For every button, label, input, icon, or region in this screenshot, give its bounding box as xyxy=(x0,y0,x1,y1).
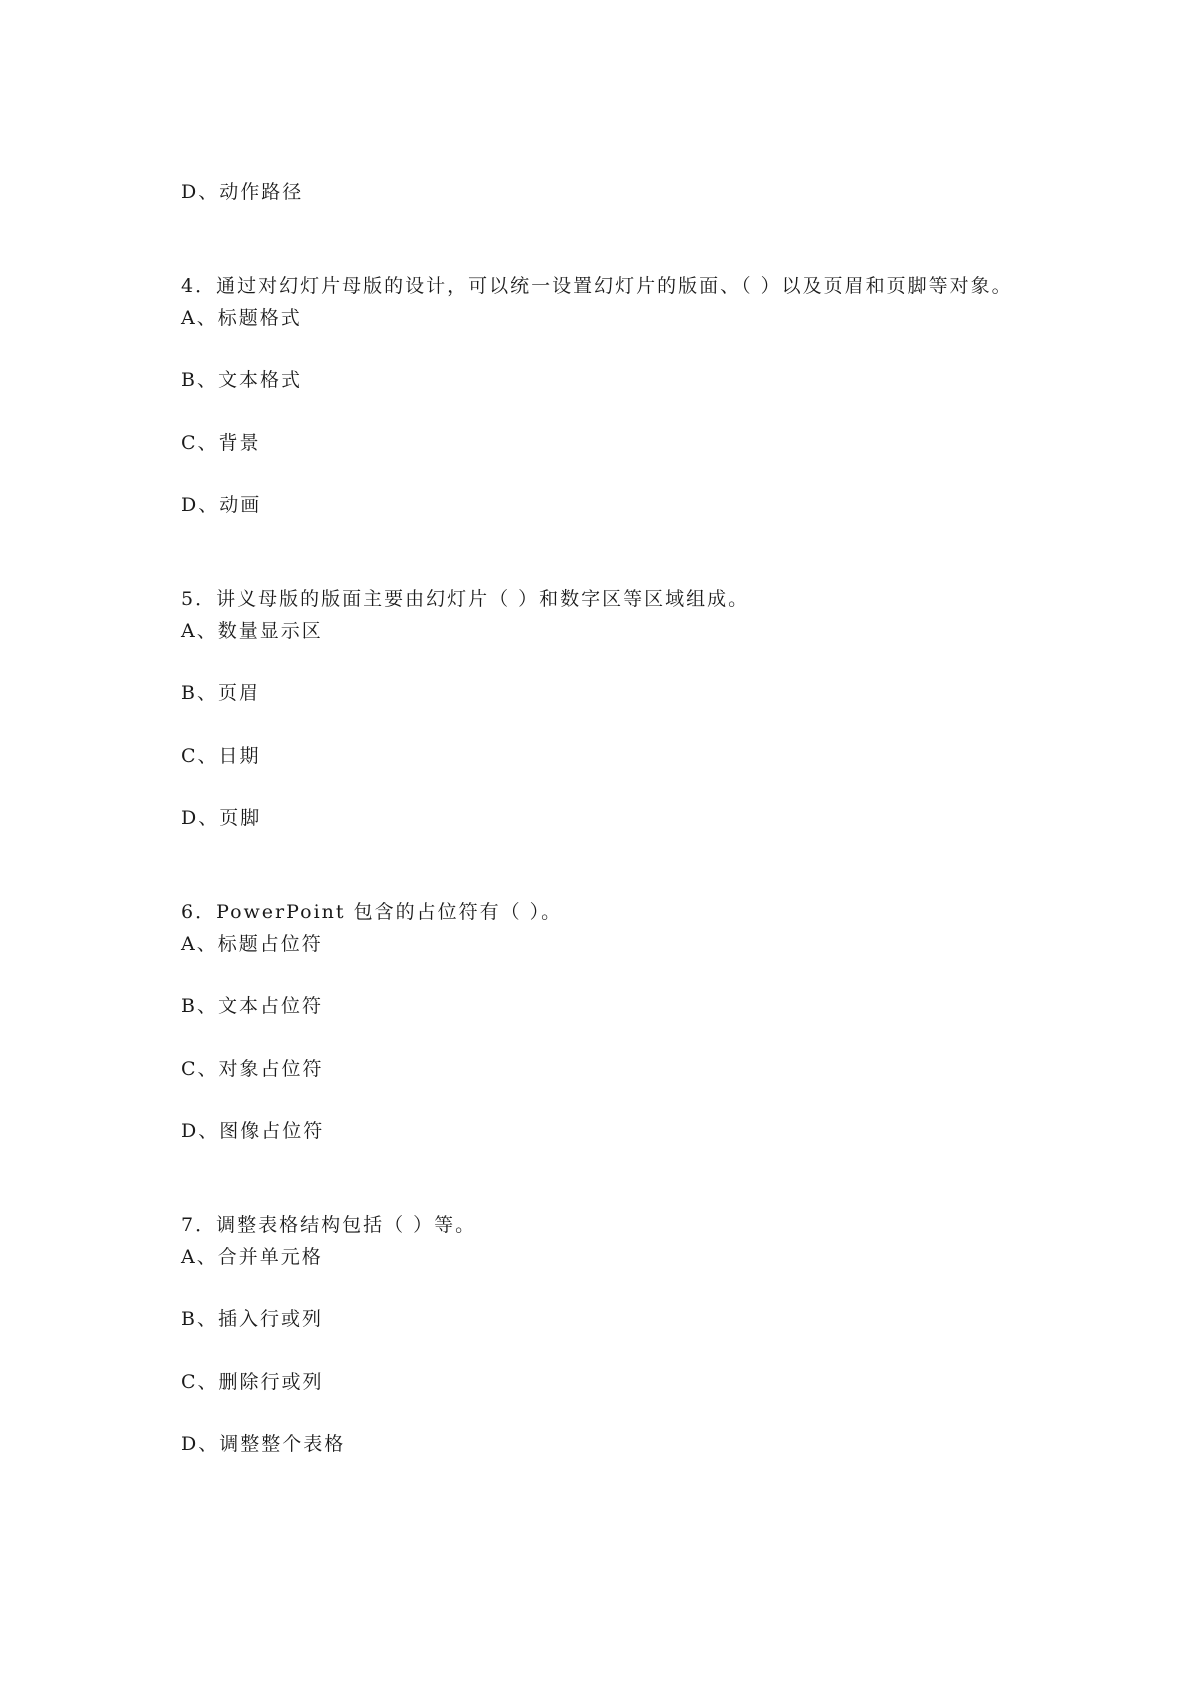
question-5-option-c: C、日期 xyxy=(181,745,261,767)
question-6-option-d: D、图像占位符 xyxy=(181,1120,325,1142)
prev-question-option-d: D、动作路径 xyxy=(181,181,304,203)
question-6-option-b: B、文本占位符 xyxy=(181,995,323,1017)
question-4-option-d: D、动画 xyxy=(181,494,262,516)
question-7-option-c: C、删除行或列 xyxy=(181,1371,324,1393)
question-6-stem: 6．PowerPoint 包含的占位符有（ ）。 xyxy=(181,901,563,923)
question-7-option-b: B、插入行或列 xyxy=(181,1308,323,1330)
question-5-stem: 5．讲义母版的版面主要由幻灯片（ ）和数字区等区域组成。 xyxy=(181,588,750,610)
question-5-option-a: A、数量显示区 xyxy=(181,620,323,642)
question-4-option-a: A、标题格式 xyxy=(181,307,302,329)
question-4-option-b: B、文本格式 xyxy=(181,369,302,391)
question-5-option-b: B、页眉 xyxy=(181,682,260,704)
question-7-stem: 7．调整表格结构包括（ ）等。 xyxy=(181,1214,477,1236)
question-5-option-d: D、页脚 xyxy=(181,807,262,829)
question-7-option-a: A、合并单元格 xyxy=(181,1246,323,1268)
question-6-option-c: C、对象占位符 xyxy=(181,1058,324,1080)
question-4-stem: 4．通过对幻灯片母版的设计，可以统一设置幻灯片的版面、（ ）以及页眉和页脚等对象。 xyxy=(181,275,1013,297)
question-4-option-c: C、背景 xyxy=(181,432,261,454)
question-6-option-a: A、标题占位符 xyxy=(181,933,323,955)
question-7-option-d: D、调整整个表格 xyxy=(181,1433,346,1455)
